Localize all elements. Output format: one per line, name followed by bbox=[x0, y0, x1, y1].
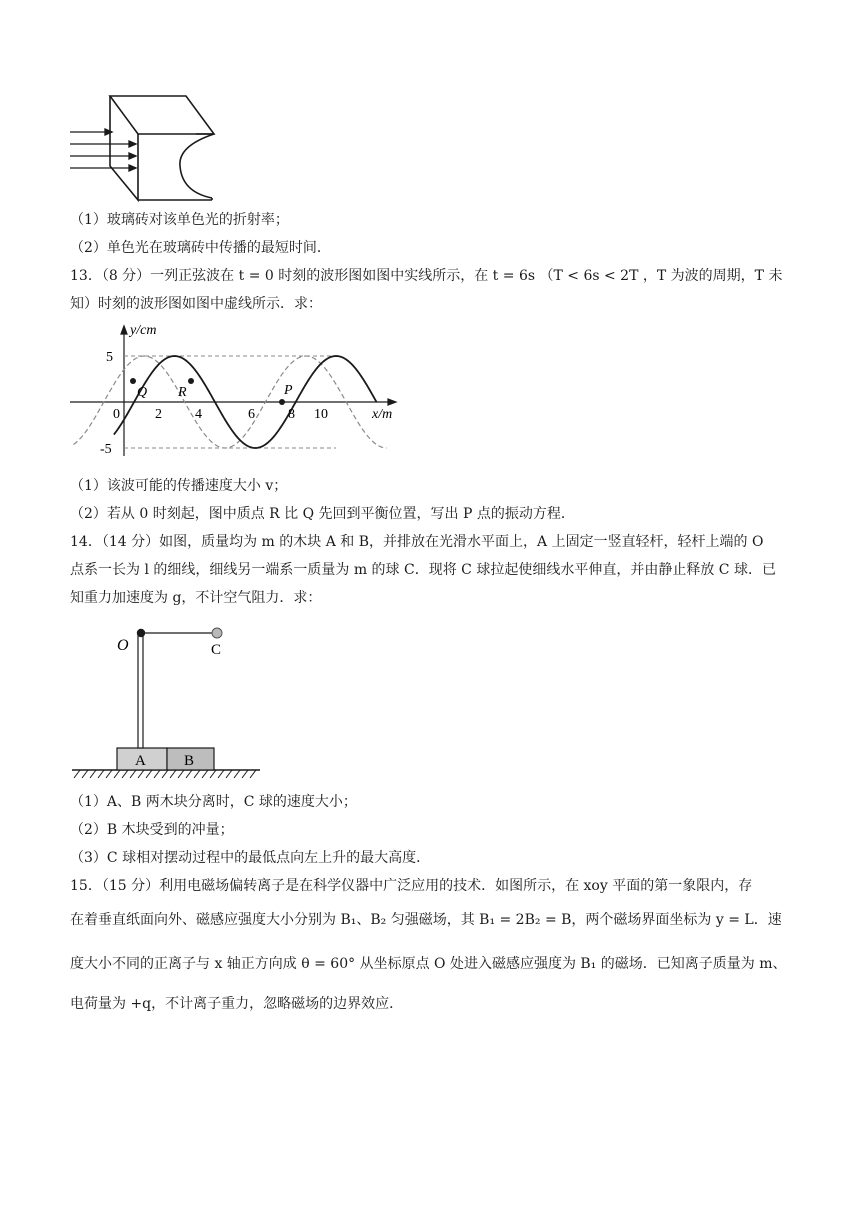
q15-stem-line-1: 15．（15 分）利用电磁场偏转离子是在科学仪器中广泛应用的技术．如图所示，在 xoy 平面的第一象限内，存 bbox=[70, 878, 753, 894]
y-axis-label: y/cm bbox=[130, 323, 157, 338]
x-tick-0: 0 bbox=[113, 407, 120, 422]
pivot-o bbox=[137, 629, 145, 637]
q12-sub-2: （2）单色光在玻璃砖中传播的最短时间． bbox=[70, 240, 331, 256]
label-a: A bbox=[135, 753, 146, 769]
y-tick-neg5: -5 bbox=[100, 442, 112, 457]
q14-sub-1: （1）A、B 两木块分离时，C 球的速度大小； bbox=[70, 794, 357, 810]
point-p-marker bbox=[279, 399, 285, 405]
q14-stem-line-1: 14．（14 分）如图，质量均为 m 的木块 A 和 B，并排放在光滑水平面上，A 上固定一竖直轻杆，轻杆上端的 O bbox=[70, 534, 764, 550]
label-q: Q bbox=[137, 385, 148, 400]
wave-figure bbox=[66, 320, 416, 460]
q13-stem-line-2: 知）时刻的波形图如图中虚线所示．求： bbox=[70, 296, 322, 312]
x-tick-2: 2 bbox=[155, 407, 162, 422]
q13-sub-2: （2）若从 0 时刻起，图中质点 R 比 Q 先回到平衡位置，写出 P 点的振动方程． bbox=[70, 506, 575, 522]
q12-sub-1: （1）玻璃砖对该单色光的折射率； bbox=[70, 212, 289, 228]
q15-stem-line-2: 在着垂直纸面向外、磁感应强度大小分别为 B₁、B₂ 匀强磁场，其 B₁ = 2B₂ = B，两个磁场界面坐标为 y = L．速 bbox=[70, 912, 782, 928]
q13-sub-1: （1）该波可能的传播速度大小 v； bbox=[70, 478, 288, 494]
x-tick-8: 8 bbox=[288, 407, 295, 422]
point-q-marker bbox=[130, 378, 136, 384]
q13-stem-line-1: 13．（8 分）一列正弦波在 t = 0 时刻的波形图如图中实线所示，在 t = 6s （T < 6s < 2T ，T 为波的周期，T 未 bbox=[70, 268, 783, 284]
q14-sub-2: （2）B 木块受到的冲量； bbox=[70, 822, 234, 838]
ball-c bbox=[212, 628, 222, 638]
x-tick-10: 10 bbox=[314, 407, 328, 422]
blocks-pendulum-figure bbox=[66, 614, 266, 784]
vertical-rod bbox=[138, 632, 143, 748]
q15-stem-line-3: 度大小不同的正离子与 x 轴正方向成 θ = 60° 从坐标原点 O 处进入磁感应强度为 B₁ 的磁场．已知离子质量为 m、 bbox=[70, 956, 787, 972]
q15-stem-line-4: 电荷量为 +q，不计离子重力，忽略磁场的边界效应． bbox=[70, 996, 404, 1012]
q14-stem-line-3: 知重力加速度为 g，不计空气阻力．求： bbox=[70, 590, 322, 606]
q14-sub-3: （3）C 球相对摆动过程中的最低点向左上升的最大高度． bbox=[70, 850, 431, 866]
q14-stem-line-2: 点系一长为 l 的细线，细线另一端系一质量为 m 的球 C．现将 C 球拉起使细线水平伸直，并由静止释放 C 球．已 bbox=[70, 562, 776, 578]
label-c: C bbox=[211, 642, 222, 658]
label-p: P bbox=[284, 383, 293, 398]
x-axis-label: x/m bbox=[372, 407, 393, 422]
point-r-marker bbox=[188, 378, 194, 384]
label-o: O bbox=[117, 637, 129, 654]
y-tick-5: 5 bbox=[106, 350, 113, 365]
glass-brick-figure bbox=[66, 94, 226, 204]
x-tick-6: 6 bbox=[248, 407, 255, 422]
label-r: R bbox=[178, 385, 187, 400]
label-b: B bbox=[184, 753, 195, 769]
x-tick-4: 4 bbox=[195, 407, 202, 422]
